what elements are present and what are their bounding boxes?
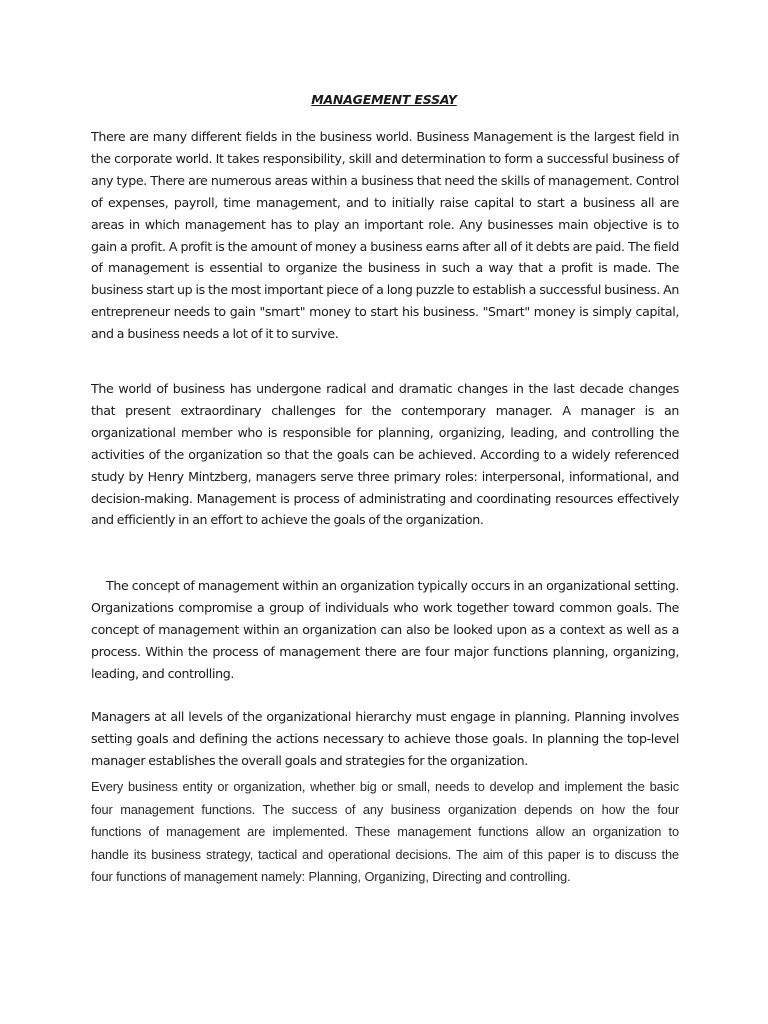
- paragraph-intro: There are many different fields in the business world. Business Management is the largest field in the corporate world. It takes responsibility, skill and determination to form a successful business of any type. There are numerous areas within a business that need the skills of management. Control of expenses, payroll, time management, and to initially raise capital to start a business all are areas in which management has to play an important role. Any businesses main objective is to gain a profit. A profit is the amount of money a business earns after all of it debts are paid. The field of management is essential to organize the business in such a way that a profit is made. The business start up is the most important piece of a long puzzle to establish a successful business. An entrepreneur needs to gain "smart" money to start his business. "Smart" money is simply capital, and a business needs a lot of it to survive.: [91, 129, 679, 342]
- essay-title: MANAGEMENT ESSAY: [311, 92, 457, 107]
- paragraph-planning: Managers at all levels of the organizational hierarchy must engage in planning. Planning involves setting goals and defining the actions necessary to achieve those goals. In planning the top-level manager establishes the overall goals and strategies for the organization.: [91, 709, 679, 768]
- paragraph-concept-of-management: The concept of management within an organization typically occurs in an organizational setting. Organizations compromise a group of individuals who work together toward common goals. The concept of management within an organization can also be looked upon as a context as well as a process. Within the process of management there are four major functions planning, organizing, leading, and controlling.: [91, 578, 679, 681]
- paragraph-world-of-business: The world of business has undergone radical and dramatic changes in the last decade changes that present extraordinary challenges for the contemporary manager. A manager is an organizational member who is responsible for planning, organizing, leading, and controlling the activities of the organization so that the goals can be achieved. According to a widely referenced study by Henry Mintzberg, managers serve three primary roles: interpersonal, informational, and decision-making. Management is process of administrating and coordinating resources effectively and efficiently in an effort to achieve the goals of the organization.: [91, 381, 679, 528]
- paragraph-four-functions: Every business entity or organization, whether big or small, needs to develop and implement the basic four management functions. The success of any business organization depends on how the four functions of management are implemented. These management functions allow an organization to handle its business strategy, tactical and operational decisions. The aim of this paper is to discuss the four functions of management namely: Planning, Organizing, Directing and controlling.: [91, 779, 679, 884]
